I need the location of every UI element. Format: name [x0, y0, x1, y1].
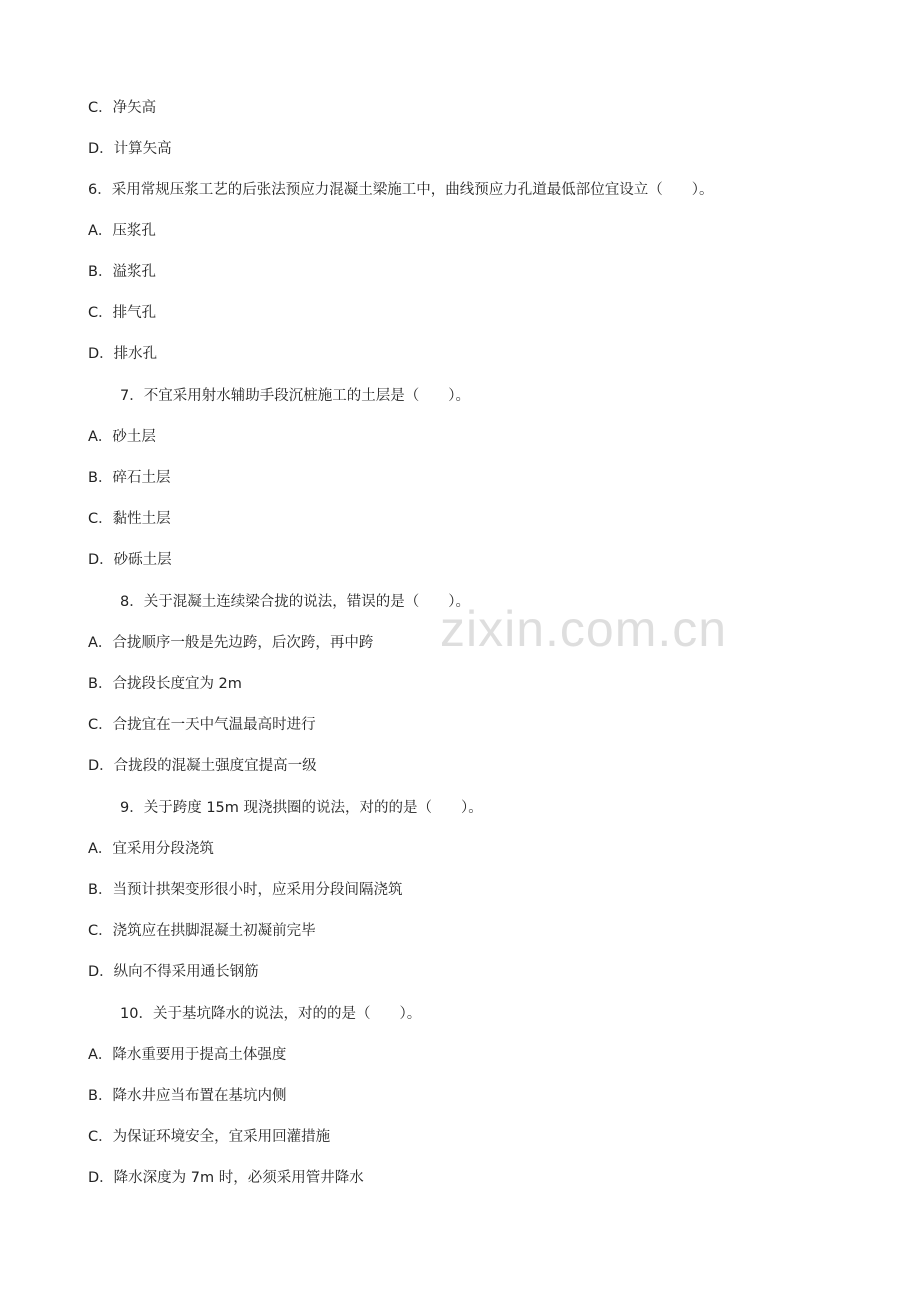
question-8: 8．关于混凝土连续梁合拢的说法，错误的是（ ）。 [120, 594, 470, 610]
question-9: 9．关于跨度 15m 现浇拱圈的说法，对的的是（ ）。 [120, 800, 483, 816]
option-5c: C．净矢高 [88, 100, 157, 116]
option-5d: D．计算矢高 [88, 141, 172, 157]
option-10a: A．降水重要用于提高土体强度 [88, 1047, 287, 1063]
option-6b: B．溢浆孔 [88, 264, 156, 280]
option-7a: A．砂土层 [88, 429, 156, 445]
option-9c: C．浇筑应在拱脚混凝土初凝前完毕 [88, 923, 316, 939]
option-8d: D．合拢段的混凝土强度宜提高一级 [88, 758, 317, 774]
option-6d: D．排水孔 [88, 346, 158, 362]
option-9a: A．宜采用分段浇筑 [88, 841, 214, 857]
watermark: zixin.com.cn [440, 601, 728, 657]
option-7d: D．砂砾土层 [88, 552, 172, 568]
option-8c: C．合拢宜在一天中气温最高时进行 [88, 717, 316, 733]
option-7c: C．黏性土层 [88, 511, 171, 527]
option-7b: B．碎石土层 [88, 470, 171, 486]
option-9b: B．当预计拱架变形很小时，应采用分段间隔浇筑 [88, 882, 403, 898]
question-6: 6．采用常规压浆工艺的后张法预应力混凝土梁施工中，曲线预应力孔道最低部位宜设立（ ）。 [88, 182, 714, 198]
option-10d: D．降水深度为 7m 时，必须采用管井降水 [88, 1170, 364, 1186]
option-6c: C．排气孔 [88, 305, 157, 321]
option-10b: B．降水井应当布置在基坑内侧 [88, 1088, 287, 1104]
question-7: 7．不宜采用射水辅助手段沉桩施工的土层是（ ）。 [120, 388, 470, 404]
option-6a: A．压浆孔 [88, 223, 156, 239]
option-8a: A．合拢顺序一般是先边跨，后次跨，再中跨 [88, 635, 374, 651]
option-10c: C．为保证环境安全，宜采用回灌措施 [88, 1129, 331, 1145]
option-9d: D．纵向不得采用通长钢筋 [88, 964, 259, 980]
option-8b: B．合拢段长度宜为 2m [88, 676, 242, 692]
question-10: 10．关于基坑降水的说法，对的的是（ ）。 [120, 1006, 422, 1022]
